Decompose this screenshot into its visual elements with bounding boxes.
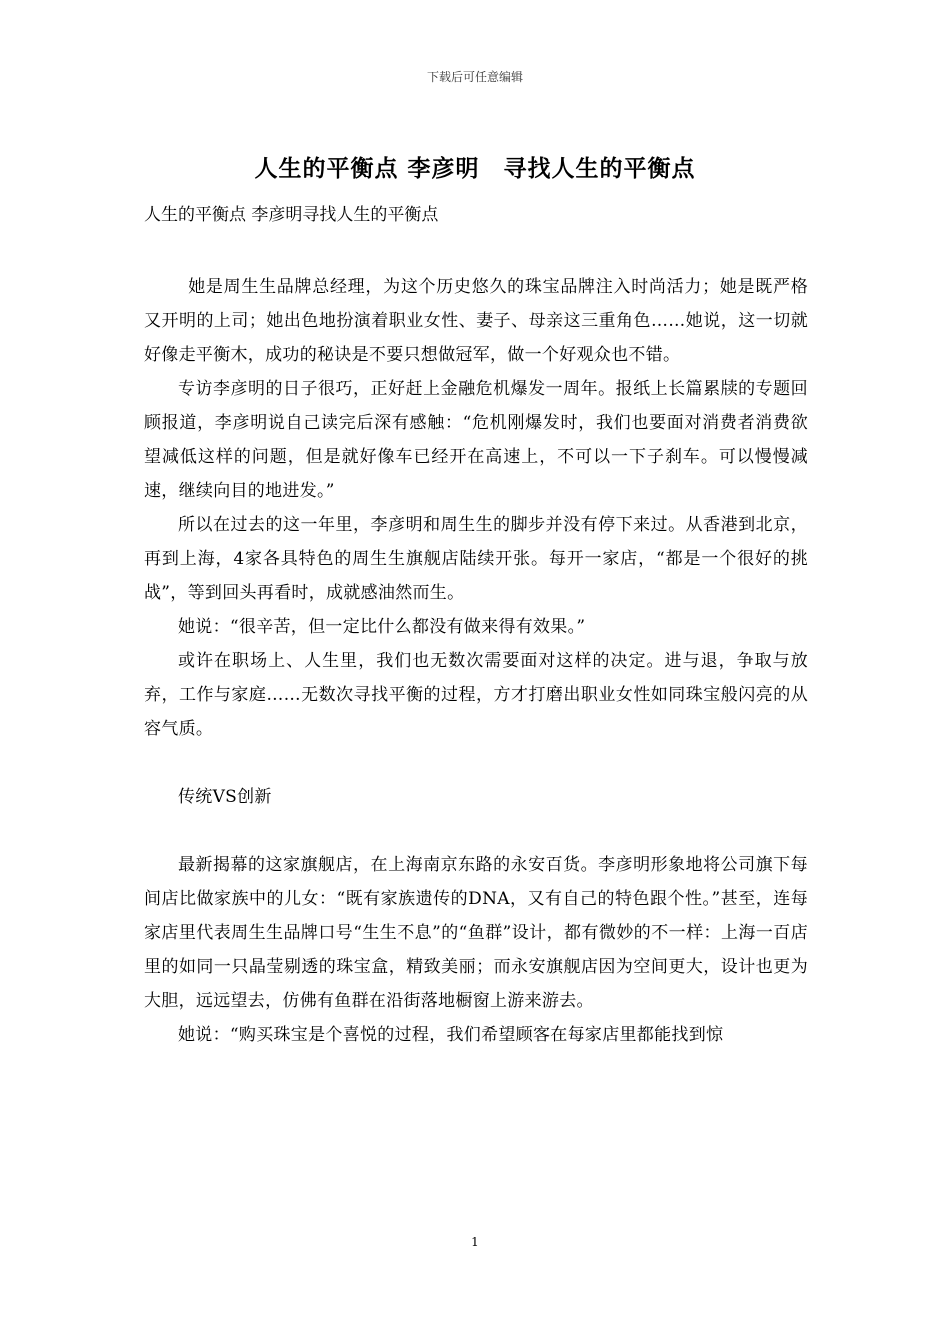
- paragraph: 她说：“购买珠宝是个喜悦的过程，我们希望顾客在每家店里都能找到惊: [178, 1025, 724, 1045]
- paragraph: 专访李彦明的日子很巧，正好赶上金融危机爆发一周年。报纸上长篇累牍的专题回顾报道，李彦明说自己读完后深有感触：“危机刚爆发时，我们也要面对消费者消费欲望减低这样的问题，但是就好像车已经开在高速上，不可以一下子刹车。可以慢慢减速，继续向目的地进发。”: [144, 379, 808, 501]
- spacer: [144, 746, 808, 780]
- paragraph: 她说：“很辛苦，但一定比什么都没有做来得有效果。”: [178, 617, 586, 637]
- document-subtitle: 人生的平衡点 李彦明寻找人生的平衡点: [144, 205, 439, 225]
- spacer: [144, 814, 808, 848]
- page-header-note: 下载后可任意编辑: [426, 70, 523, 84]
- paragraph-intro: 她是周生生品牌总经理，为这个历史悠久的珠宝品牌注入时尚活力；她是既严格又开明的上司；她出色地扮演着职业女性、妻子、母亲这三重角色……她说，这一切就好像走平衡木，成功的秘诀是不要只想做冠军，做一个好观众也不错。: [144, 277, 808, 365]
- document-title: 人生的平衡点 李彦明 寻找人生的平衡点: [254, 156, 696, 182]
- section-heading: 传统VS创新: [178, 787, 272, 807]
- paragraph: 所以在过去的这一年里，李彦明和周生生的脚步并没有停下来过。从香港到北京，再到上海，4家各具特色的周生生旗舰店陆续开张。每开一家店，“都是一个很好的挑战”，等到回头再看时，成就感油然而生。: [144, 515, 808, 603]
- article-body: [144, 270, 808, 1052]
- paragraph: 最新揭幕的这家旗舰店，在上海南京东路的永安百货。李彦明形象地将公司旗下每间店比做家族中的儿女：“既有家族遗传的DNA，又有自己的特色跟个性。”甚至，连每家店里代表周生生品牌口号“生生不息”的“鱼群”设计，都有微妙的不一样：上海一百店里的如同一只晶莹剔透的珠宝盒，精致美丽；而永安旗舰店因为空间更大，设计也更为大胆，远远望去，仿佛有鱼群在沿街落地橱窗上游来游去。: [144, 855, 808, 1011]
- page-number: 1: [471, 1235, 479, 1249]
- paragraph: 或许在职场上、人生里，我们也无数次需要面对这样的决定。进与退，争取与放弃，工作与家庭……无数次寻找平衡的过程，方才打磨出职业女性如同珠宝般闪亮的从容气质。: [144, 651, 808, 739]
